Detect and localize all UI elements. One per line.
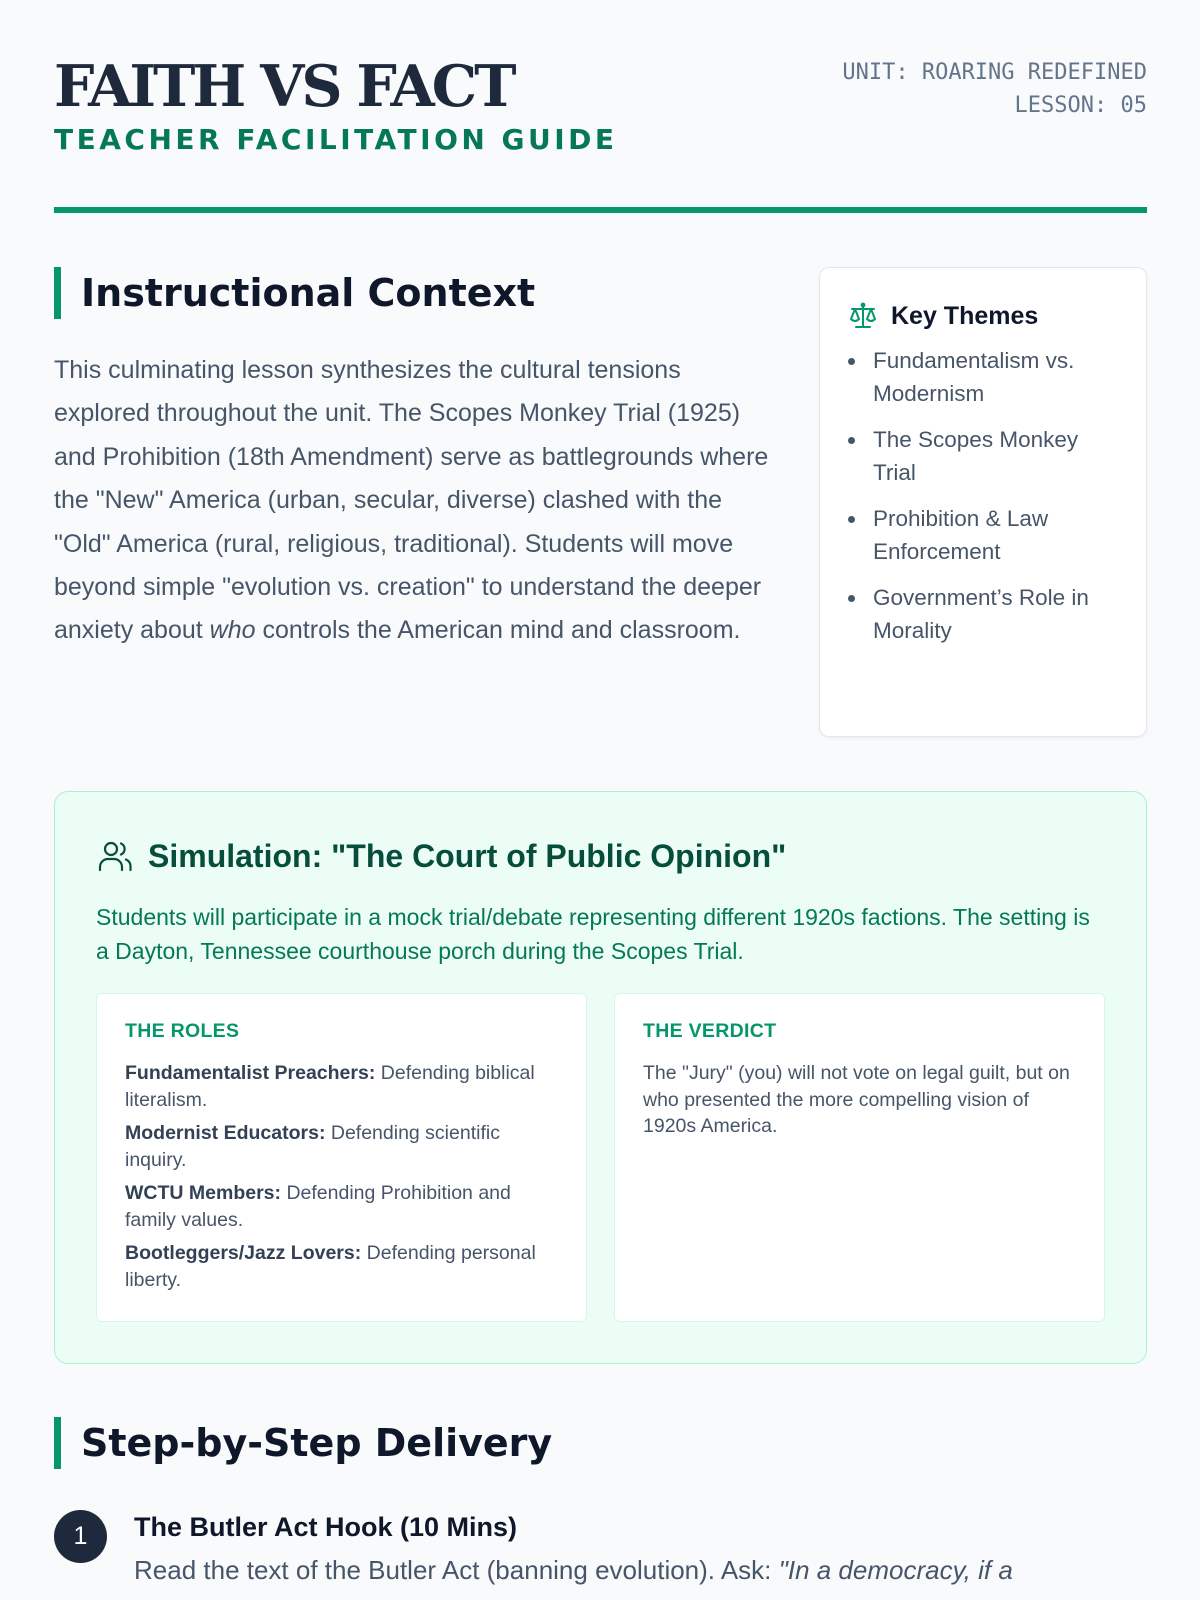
theme-item: Fundamentalism vs. Modernism: [846, 344, 1126, 410]
role-desc: Defending biblical literalism.: [125, 1062, 535, 1111]
roles-card: [96, 993, 587, 1322]
verdict-text: The "Jury" (you) will not vote on legal guilt, but on who presented the more compelling vision of 1920s America.: [643, 1062, 1070, 1137]
role-name: Modernist Educators:: [125, 1122, 326, 1144]
theme-item: Government’s Role in Morality: [846, 581, 1126, 647]
step-body: [134, 1550, 1147, 1590]
step-title: The Butler Act Hook (10 Mins): [134, 1512, 518, 1542]
verdict-label: THE VERDICT: [643, 1020, 777, 1042]
role-item: [125, 1180, 555, 1233]
simulation-description: Students will participate in a mock trial/debate representing different 1920s factions. The setting is a Dayton, Tennessee courthouse porch during the Scopes Trial.: [96, 904, 1090, 964]
lesson-label: LESSON: 05: [1014, 93, 1147, 118]
users-icon: [96, 837, 134, 875]
role-name: WCTU Members:: [125, 1182, 282, 1204]
lesson-meta: [842, 56, 1147, 122]
roles-list: [125, 1060, 555, 1300]
roles-label: THE ROLES: [125, 1020, 240, 1042]
context-paragraph: [54, 349, 774, 653]
simulation-title: [96, 836, 786, 876]
role-desc: Defending personal liberty.: [125, 1242, 536, 1291]
key-themes-title: [847, 300, 1038, 332]
role-item: [125, 1240, 555, 1293]
step-body-quote: "In a democracy, if a: [778, 1555, 1013, 1585]
step-number-badge: 1: [54, 1510, 107, 1563]
theme-item: Prohibition & Law Enforcement: [846, 502, 1126, 568]
theme-item: The Scopes Monkey Trial: [846, 423, 1126, 489]
page-title: FAITH VS FACT: [54, 53, 514, 120]
context-body-emphasis: who: [209, 616, 256, 645]
page-header: [54, 0, 1147, 215]
role-name: Bootleggers/Jazz Lovers:: [125, 1242, 362, 1264]
scale-icon: [847, 300, 879, 332]
context-body-before: This culminating lesson synthesizes the cultural tensions explored throughout the unit. The Scopes Monkey Trial (1925) and Prohibition (18th Amendment) serve as battlegrounds where the "New" America (urban, secular, diverse) clashed with the "Old" America (rural, religious, traditional). Students will move beyond simple "evolution vs. creation" to understand the deeper anxiety about: [54, 356, 769, 645]
role-desc: Defending Prohibition and family values.: [125, 1182, 511, 1231]
header-divider: [54, 207, 1147, 213]
step-body-text: Read the text of the Butler Act (banning evolution). Ask:: [134, 1555, 779, 1585]
role-desc: Defending scientific inquiry.: [125, 1122, 500, 1171]
simulation-panel: [54, 791, 1147, 1364]
key-themes-list: [846, 344, 1126, 660]
verdict-card: [614, 993, 1105, 1322]
unit-label: UNIT: ROARING REDEFINED: [842, 60, 1147, 85]
delivery-heading: Step-by-Step Delivery: [54, 1417, 552, 1469]
key-themes-card: [819, 267, 1147, 737]
role-item: [125, 1120, 555, 1173]
role-item: [125, 1060, 555, 1113]
page-subtitle: TEACHER FACILITATION GUIDE: [54, 123, 618, 156]
role-name: Fundamentalist Preachers:: [125, 1062, 376, 1084]
context-body-after: controls the American mind and classroom.: [255, 616, 741, 645]
context-heading: Instructional Context: [54, 267, 535, 319]
simulation-title-text: Simulation: "The Court of Public Opinion": [148, 838, 787, 874]
key-themes-label: Key Themes: [891, 301, 1039, 330]
